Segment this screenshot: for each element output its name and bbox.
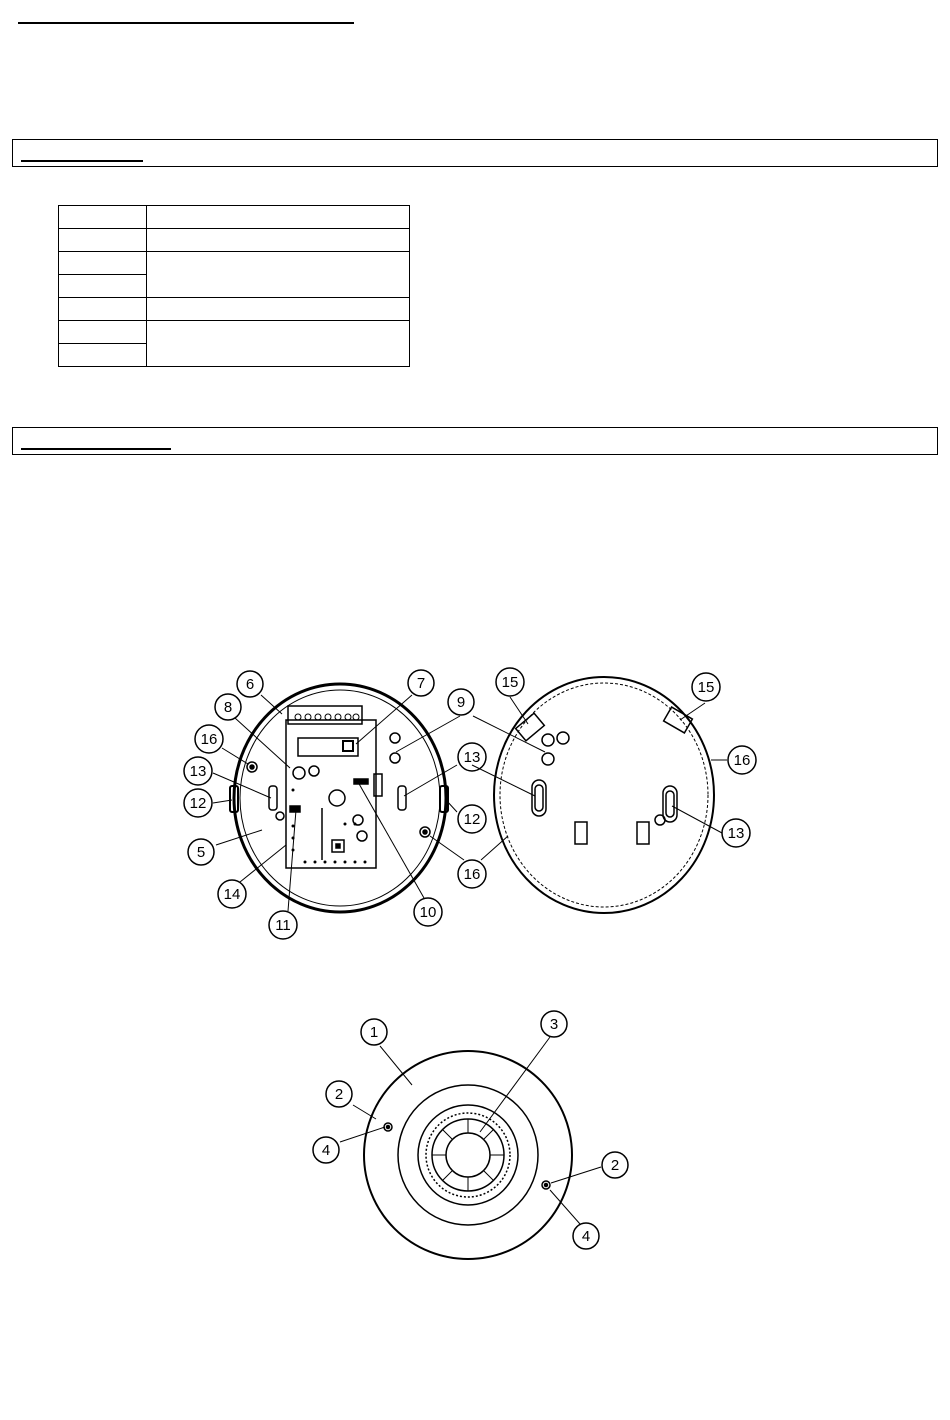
front-view	[364, 1051, 572, 1259]
callout-label: 2	[610, 1157, 620, 1174]
callout-label: 12	[189, 795, 207, 812]
callout-label: 12	[463, 811, 481, 828]
base-open-view	[230, 684, 448, 912]
callout-label: 13	[727, 825, 745, 842]
callout-label: 16	[200, 731, 218, 748]
callout-label: 2	[334, 1086, 344, 1103]
callout-label: 11	[275, 917, 291, 934]
callout-label: 8	[223, 699, 233, 716]
callout-label: 3	[549, 1016, 559, 1033]
cover-back-view	[494, 677, 714, 913]
callout-label: 9	[456, 694, 466, 711]
callout-label: 10	[419, 904, 437, 921]
callout-label: 6	[245, 676, 255, 693]
callout-label: 16	[733, 752, 751, 769]
leader-lines	[213, 695, 727, 1224]
callout-label: 4	[581, 1228, 591, 1245]
callout-label: 14	[223, 886, 241, 903]
callout-label: 13	[463, 749, 481, 766]
callout-label: 13	[189, 763, 207, 780]
callout-label: 15	[501, 674, 519, 691]
callout-label: 16	[463, 866, 481, 883]
callout-label: 7	[416, 675, 426, 692]
callout-label: 5	[196, 844, 206, 861]
callout-label: 15	[697, 679, 715, 696]
callout-label: 1	[369, 1024, 379, 1041]
callout-label: 4	[321, 1142, 331, 1159]
